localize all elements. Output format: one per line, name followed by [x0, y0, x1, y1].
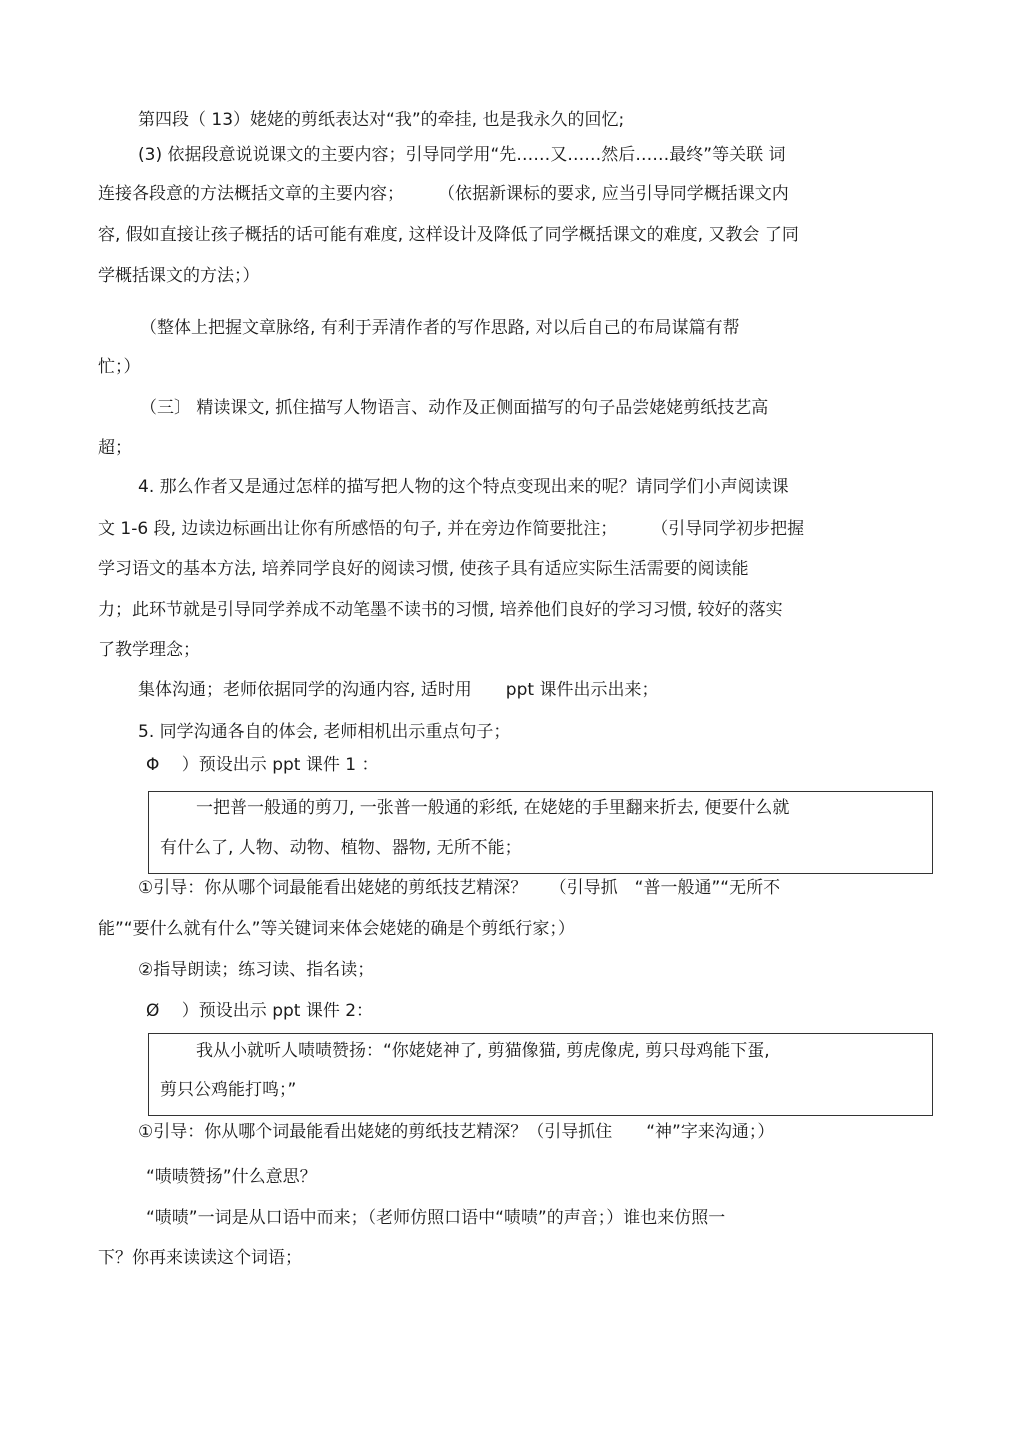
- text-line: 集体沟通；老师依据同学的沟通内容, 适时用 ppt 课件出示出来；: [138, 680, 659, 700]
- text-line: 5. 同学沟通各自的体会, 老师相机出示重点句子；: [138, 722, 511, 742]
- quote-line: 有什么了, 人物、动物、植物、器物, 无所不能；: [160, 838, 522, 858]
- quote-line: 一把普一般通的剪刀, 一张普一般通的彩纸, 在姥姥的手里翻来折去, 便要什么就: [196, 798, 790, 818]
- quote-line: 剪只公鸡能打鸣；”: [160, 1080, 297, 1100]
- text-line: “啧啧赞扬”什么意思？: [146, 1167, 317, 1187]
- text-line: 连接各段意的方法概括文章的主要内容； （依据新课标的要求, 应当引导同学概括课文内: [98, 184, 789, 204]
- section-heading: （三〕 精读课文, 抓住描写人物语言、动作及正侧面描写的句子品尝姥姥剪纸技艺高: [140, 398, 769, 418]
- text-line: 文 1-6 段, 边读边标画出让你有所感悟的句子, 并在旁边作简要批注； （引导同学初步把握: [98, 519, 805, 539]
- text-line: 力；此环节就是引导同学养成不动笔墨不读书的习惯, 培养他们良好的学习习惯, 较好的落实: [98, 600, 783, 620]
- text-line: 忙；）: [98, 357, 141, 377]
- text-line: 学概括课文的方法；）: [98, 266, 260, 286]
- text-line: 超；: [98, 438, 132, 458]
- text-line: “啧啧”一词是从口语中而来；（老师仿照口语中“啧啧”的声音；）谁也来仿照一: [146, 1208, 726, 1228]
- text-line: 第四段（ 13）姥姥的剪纸表达对“我”的牵挂, 也是我永久的回忆;: [138, 110, 625, 130]
- text-line: 学习语文的基本方法, 培养同学良好的阅读习惯, 使孩子具有适应实际生活需要的阅读能: [98, 559, 749, 579]
- text-line: (3) 依据段意说说课文的主要内容；引导同学用“先……又……然后……最终”等关联 词: [138, 145, 786, 165]
- text-line: （整体上把握文章脉络, 有利于弄清作者的写作思路, 对以后自己的布局谋篇有帮: [140, 318, 740, 338]
- quote-line: 我从小就听人啧啧赞扬：“你姥姥神了, 剪猫像猫, 剪虎像虎, 剪只母鸡能下蛋,: [196, 1041, 770, 1061]
- text-line: 能”“要什么就有什么”等关键词来体会姥姥的确是个剪纸行家；）: [98, 919, 575, 939]
- text-line: ②指导朗读；练习读、指名读；: [138, 960, 375, 980]
- text-line: 4. 那么作者又是通过怎样的描写把人物的这个特点变现出来的呢？请同学们小声阅读课: [138, 477, 789, 497]
- text-line: Φ ）预设出示 ppt 课件 1 ：: [146, 755, 379, 775]
- text-line: ①引导：你从哪个词最能看出姥姥的剪纸技艺精深？ （引导抓 “普一般通”“无所不: [138, 878, 781, 898]
- text-line: 下？你再来读读这个词语；: [98, 1248, 302, 1268]
- text-line: Ø ）预设出示 ppt 课件 2：: [146, 1001, 374, 1021]
- text-line: ①引导：你从哪个词最能看出姥姥的剪纸技艺精深？（引导抓住 “神”字来沟通；）: [138, 1122, 775, 1142]
- text-line: 了教学理念；: [98, 640, 200, 660]
- text-line: 容, 假如直接让孩子概括的话可能有难度, 这样设计及降低了同学概括课文的难度, 又教会 了同: [98, 225, 799, 245]
